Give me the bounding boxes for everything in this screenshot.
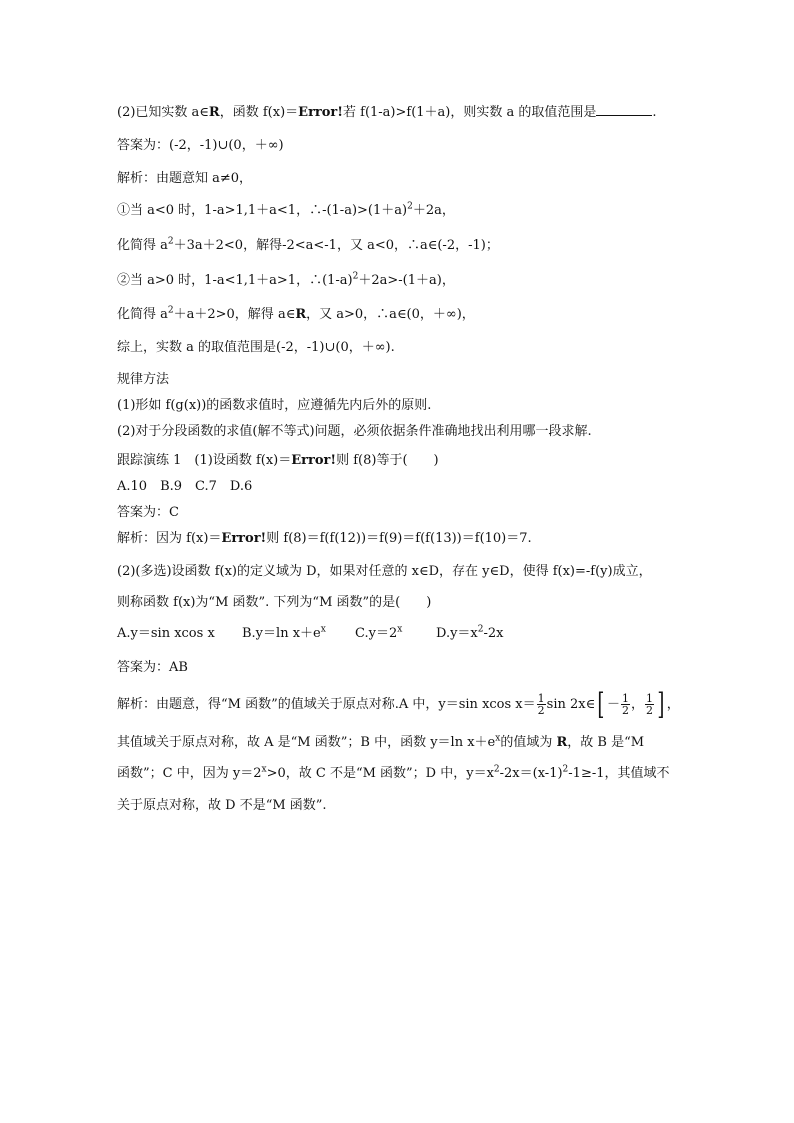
error-placeholder: Error!: [291, 453, 337, 468]
option-a: A.y＝sin xcos x: [117, 626, 215, 641]
fraction-half: [645, 693, 654, 716]
practice1-stem-text: 则 f(8)等于( ): [336, 453, 439, 468]
q2-stem: [117, 103, 657, 122]
case2-text: ②当 a>0 时，1-a<1,1＋a>1，∴(1-a): [117, 273, 353, 288]
error-placeholder: Error!: [298, 105, 343, 120]
q2-stem-text: 若 f(1-a)>f(1＋a)，则实数 a 的取值范围是: [343, 105, 597, 120]
solution-text: 的值域为: [500, 735, 557, 750]
comma: ，: [630, 697, 644, 712]
option-b: [242, 625, 355, 643]
practice2-solution-line3: [117, 765, 670, 783]
practice1-options: A.10 B.9 C.7 D.6: [117, 479, 253, 494]
case2b-text: ，又 a>0，∴a∈(0，＋∞)，: [306, 307, 475, 322]
case1-text: ＋2a，: [412, 203, 455, 218]
superscript: 2: [167, 236, 174, 247]
solution-text: ，故 B 是“M: [567, 735, 645, 750]
practice2-solution-line4: 关于原点对称，故 D 不是“M 函数”.: [117, 798, 327, 813]
practice2-solution-line1: [117, 688, 680, 722]
option-d-text: D.y＝x: [436, 626, 478, 641]
practice2-solution-line2: [117, 734, 644, 752]
q2-stem-text: ，函数 f(x)＝: [219, 105, 299, 120]
left-bracket: [: [597, 686, 605, 722]
q2-answer: 答案为：(-2，-1)∪(0，＋∞): [117, 138, 284, 153]
superscript: 2: [352, 271, 359, 282]
q2-stem-text: .: [652, 105, 657, 120]
q2-case2: [117, 272, 455, 290]
solution-text: -2x＝(x-1): [499, 766, 563, 781]
method-point-2: (2)对于分段函数的求值(解不等式)问题，必须依据条件准确地找出利用哪一段求解.: [117, 424, 592, 439]
solution-text: -1≥-1，其值域不: [568, 766, 670, 781]
method-title: 规律方法: [117, 372, 170, 387]
practice2-stem-line2: 则称函数 f(x)为“M 函数”. 下列为“M 函数”的是( ): [117, 595, 432, 610]
superscript: 2: [167, 305, 174, 316]
superscript: x: [261, 764, 267, 775]
solution-text: 其值域关于原点对称，故 A 是“M 函数”；B 中，函数 y＝ln x＋e: [117, 735, 496, 750]
practice1-solution-text: 解析：因为 f(x)＝: [117, 531, 222, 546]
real-set-symbol: R: [208, 105, 220, 120]
practice2-stem-line1: (2)(多选)设函数 f(x)的定义域为 D，如果对任意的 x∈D，存在 y∈D，使得 f(x)=-f(y)成立，: [117, 564, 652, 579]
solution-text: 函数”；C 中，因为 y＝2: [117, 766, 262, 781]
fraction-denominator: 2: [621, 704, 629, 717]
superscript: 2: [493, 764, 500, 775]
q2-summary: 综上，实数 a 的取值范围是(-2，-1)∪(0，＋∞).: [117, 340, 395, 355]
solution-text: sin 2x∈: [546, 697, 596, 712]
practice2-answer: 答案为：AB: [117, 660, 188, 675]
q2-case2-simplify: [117, 306, 475, 324]
practice1-answer: 答案为：C: [117, 505, 179, 520]
case1-text: ①当 a<0 时，1-a>1,1＋a<1，∴-(1-a)>(1＋a): [117, 203, 408, 218]
option-b-text: B.y＝ln x＋e: [242, 626, 321, 641]
superscript: 2: [407, 201, 413, 212]
case1b-text: ＋3a＋2<0，解得-2<a<-1，又 a<0，∴a∈(-2，-1)；: [173, 238, 499, 253]
fraction-neg-half: [621, 693, 630, 716]
q2-case1-simplify: [117, 237, 499, 255]
real-set-symbol: R: [556, 735, 568, 750]
solution-text: >0，故 C 不是“M 函数”；D 中，y＝x: [266, 766, 494, 781]
option-d-text: -2x: [483, 626, 504, 641]
superscript: x: [320, 624, 326, 635]
practice1-stem-text: 跟踪演练 1 (1)设函数 f(x)＝: [117, 453, 292, 468]
minus-sign: －: [606, 697, 620, 712]
fraction-numerator: 1: [645, 692, 653, 705]
case2b-text: ＋a＋2>0，解得 a∈: [173, 307, 296, 322]
practice2-options: [117, 625, 504, 643]
method-point-1: (1)形如 f(g(x))的函数求值时，应遵循先内后外的原则.: [117, 398, 432, 413]
fraction-denominator: 2: [645, 704, 653, 717]
solution-text: 解析：由题意，得“M 函数”的值域关于原点对称.A 中，y＝sin xcos x＝: [117, 697, 536, 712]
case1b-text: 化简得 a: [117, 238, 168, 253]
superscript: x: [495, 733, 501, 744]
practice1-solution-text: 则 f(8)＝f(f(12))＝f(9)＝f(f(13))＝f(10)＝7.: [266, 531, 532, 546]
superscript: 2: [477, 624, 484, 635]
superscript: 2: [562, 764, 569, 775]
option-c: [355, 625, 436, 643]
fraction-denominator: 2: [537, 704, 545, 717]
case2b-text: 化简得 a: [117, 307, 168, 322]
right-bracket: ]: [657, 686, 665, 722]
q2-solution-intro: 解析：由题意知 a≠0，: [117, 171, 253, 186]
practice1-stem: [117, 452, 439, 470]
fraction-half: [537, 693, 546, 716]
fraction-numerator: 1: [621, 692, 629, 705]
real-set-symbol: R: [295, 307, 307, 322]
q2-case1: [117, 202, 455, 220]
answer-blank: [596, 103, 652, 116]
error-placeholder: Error!: [221, 531, 267, 546]
option-d: [436, 626, 504, 641]
q2-stem-text: (2)已知实数 a∈: [117, 105, 209, 120]
case2-text: ＋2a>-(1＋a)，: [358, 273, 455, 288]
option-c-text: C.y＝2: [355, 626, 398, 641]
fraction-numerator: 1: [537, 692, 545, 705]
superscript: x: [397, 624, 403, 635]
solution-text: ，: [666, 697, 680, 712]
practice1-solution: [117, 530, 532, 548]
